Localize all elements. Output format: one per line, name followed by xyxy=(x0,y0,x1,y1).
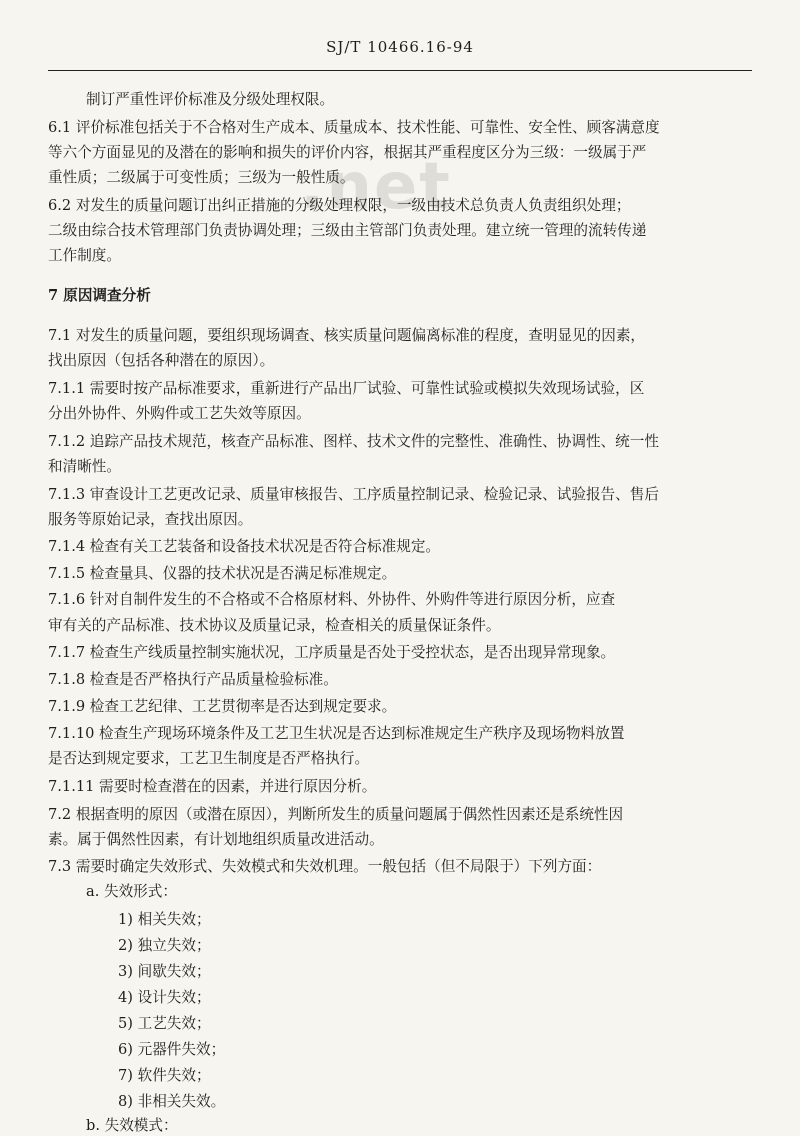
text-line: 7.2 根据查明的原因（或潜在原因），判断所发生的质量问题属于偶然性因素还是系统性因 xyxy=(48,806,624,823)
text-line: 7.1.5 检查量具、仪器的技术状况是否满足标准规定。 xyxy=(48,565,397,582)
document-number-header: SJ/T 10466.16-94 xyxy=(326,38,474,56)
text-line: 7.1.11 需要时检查潜在的因素，并进行原因分析。 xyxy=(48,778,377,795)
text-line: 1) 相关失效； xyxy=(118,911,211,928)
text-line: 等六个方面显见的及潜在的影响和损失的评价内容，根据其严重程度区分为三级：一级属于严 xyxy=(48,144,647,161)
text-line: 8) 非相关失效。 xyxy=(118,1093,226,1110)
text-line: 二级由综合技术管理部门负责协调处理；三级由主管部门负责处理。建立统一管理的流转传递 xyxy=(48,222,647,239)
text-line: 7.3 需要时确定失效形式、失效模式和失效机理。一般包括（但不局限于）下列方面： xyxy=(48,858,602,875)
text-line: 7.1.2 追踪产品技术规范，核查产品标准、图样、技术文件的完整性、准确性、协调性、统一性 xyxy=(48,433,659,450)
text-line: 是否达到规定要求，工艺卫生制度是否严格执行。 xyxy=(48,750,370,767)
text-line: 7) 软件失效； xyxy=(118,1067,211,1084)
text-line: 重性质；二级属于可变性质；三级为一般性质。 xyxy=(48,169,355,186)
text-line: 2) 独立失效； xyxy=(118,937,211,954)
text-line: b. 失效模式： xyxy=(86,1117,178,1134)
text-line: 找出原因（包括各种潜在的原因）。 xyxy=(48,352,275,369)
text-line: 7.1.1 需要时按产品标准要求，重新进行产品出厂试验、可靠性试验或模拟失效现场试验，区 xyxy=(48,380,645,397)
header-rule xyxy=(48,70,752,71)
text-line: 工作制度。 xyxy=(48,247,121,264)
text-line: 7.1.4 检查有关工艺装备和设备技术状况是否符合标准规定。 xyxy=(48,538,441,555)
text-line: 7.1.8 检查是否严格执行产品质量检验标准。 xyxy=(48,671,338,688)
text-line: 素。属于偶然性因素，有计划地组织质量改进活动。 xyxy=(48,831,384,848)
text-line: 审有关的产品标准、技术协议及质量记录，检查相关的质量保证条件。 xyxy=(48,617,501,634)
text-line: 3) 间歇失效； xyxy=(118,963,211,980)
text-line: 4) 设计失效； xyxy=(118,989,211,1006)
text-line: 6.1 评价标准包括关于不合格对生产成本、质量成本、技术性能、可靠性、安全性、顾客满意度 xyxy=(48,119,660,136)
text-line: 服务等原始记录，查找出原因。 xyxy=(48,511,253,528)
section-heading: 7 原因调查分析 xyxy=(48,287,151,304)
text-line: 和清晰性。 xyxy=(48,458,121,475)
text-line: 7.1.7 检查生产线质量控制实施状况，工序质量是否处于受控状态，是否出现异常现象。 xyxy=(48,644,616,661)
text-line: 7.1.6 针对自制件发生的不合格或不合格原材料、外协件、外购件等进行原因分析，应查 xyxy=(48,591,616,608)
text-line: 7.1 对发生的质量问题，要组织现场调查、核实质量问题偏离标准的程度，查明显见的因素， xyxy=(48,327,646,344)
text-line: 7.1.3 审查设计工艺更改记录、质量审核报告、工序质量控制记录、检验记录、试验报告、售后 xyxy=(48,486,659,503)
watermark: .net xyxy=(300,150,452,224)
text-line: 6) 元器件失效； xyxy=(118,1041,226,1058)
text-line: 分出外协件、外购件或工艺失效等原因。 xyxy=(48,405,311,422)
text-line: 5) 工艺失效； xyxy=(118,1015,211,1032)
text-line: a. 失效形式： xyxy=(86,883,177,900)
text-line: 7.1.10 检查生产现场环境条件及工艺卫生状况是否达到标准规定生产秩序及现场物料放置 xyxy=(48,725,625,742)
text-line: 6.2 对发生的质量问题订出纠正措施的分级处理权限，一级由技术总负责人负责组织处理； xyxy=(48,197,631,214)
text-line: 制订严重性评价标准及分级处理权限。 xyxy=(86,91,335,108)
text-line: 7.1.9 检查工艺纪律、工艺贯彻率是否达到规定要求。 xyxy=(48,698,397,715)
